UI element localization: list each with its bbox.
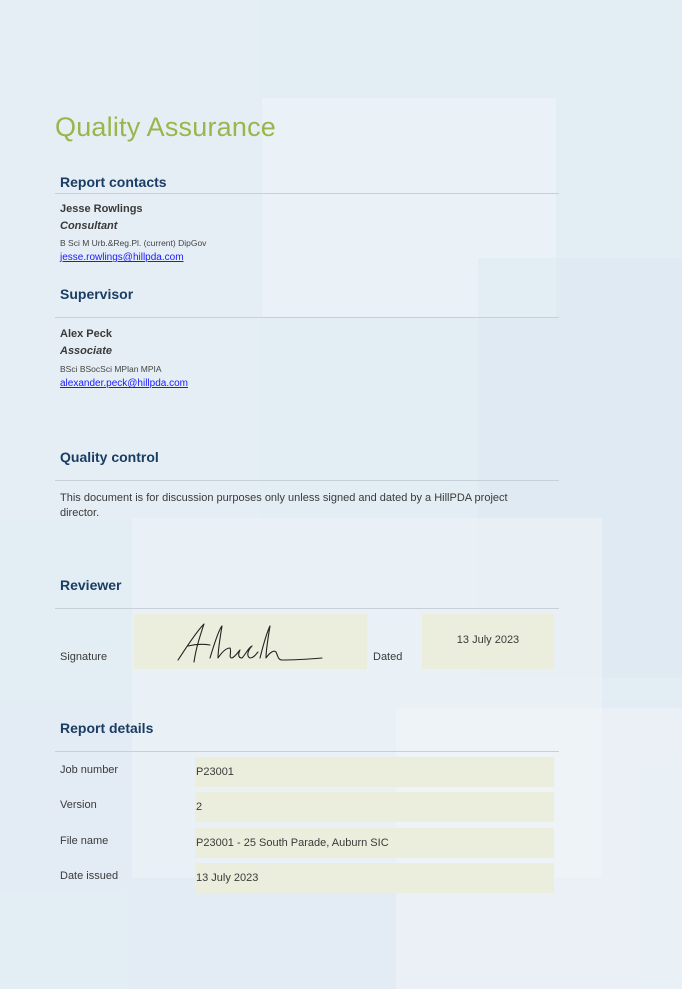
contact-email-link[interactable]: jesse.rowlings@hillpda.com — [60, 252, 184, 263]
divider — [55, 751, 559, 752]
signature-box — [134, 614, 367, 669]
dated-value: 13 July 2023 — [422, 614, 554, 669]
version-label: Version — [60, 799, 97, 811]
file-name-value: P23001 - 25 South Parade, Auburn SIC — [195, 828, 554, 858]
dated-label: Dated — [373, 651, 403, 663]
quality-control-heading: Quality control — [60, 449, 159, 465]
supervisor-email-link[interactable]: alexander.peck@hillpda.com — [60, 378, 189, 389]
divider — [55, 480, 559, 481]
page-title: Quality Assurance — [55, 112, 277, 142]
report-details-heading: Report details — [60, 720, 154, 736]
signature-image — [174, 618, 334, 666]
job-number-label: Job number — [60, 764, 119, 776]
signature-label: Signature — [60, 651, 108, 663]
file-name-label: File name — [60, 835, 109, 847]
supervisor-name: Alex Peck — [60, 328, 112, 340]
quality-control-text: This document is for discussion purposes only unless signed and dated by a HillPDA project director. — [60, 492, 508, 519]
supervisor-role: Associate — [60, 345, 112, 357]
supervisor-qualifications: BSci BSocSci MPlan MPIA — [60, 364, 162, 374]
supervisor-heading: Supervisor — [60, 286, 134, 302]
job-number-value: P23001 — [195, 757, 554, 787]
date-issued-label: Date issued — [60, 870, 119, 882]
divider — [55, 317, 559, 318]
divider — [55, 193, 559, 194]
divider — [55, 608, 559, 609]
contact-qualifications: B Sci M Urb.&Reg.Pl. (current) DipGov — [60, 238, 207, 248]
date-issued-value: 13 July 2023 — [195, 863, 554, 893]
contact-name: Jesse Rowlings — [60, 203, 143, 215]
report-contacts-heading: Report contacts — [60, 174, 167, 190]
version-value: 2 — [195, 792, 554, 822]
contact-role: Consultant — [60, 220, 118, 232]
reviewer-heading: Reviewer — [60, 577, 122, 593]
